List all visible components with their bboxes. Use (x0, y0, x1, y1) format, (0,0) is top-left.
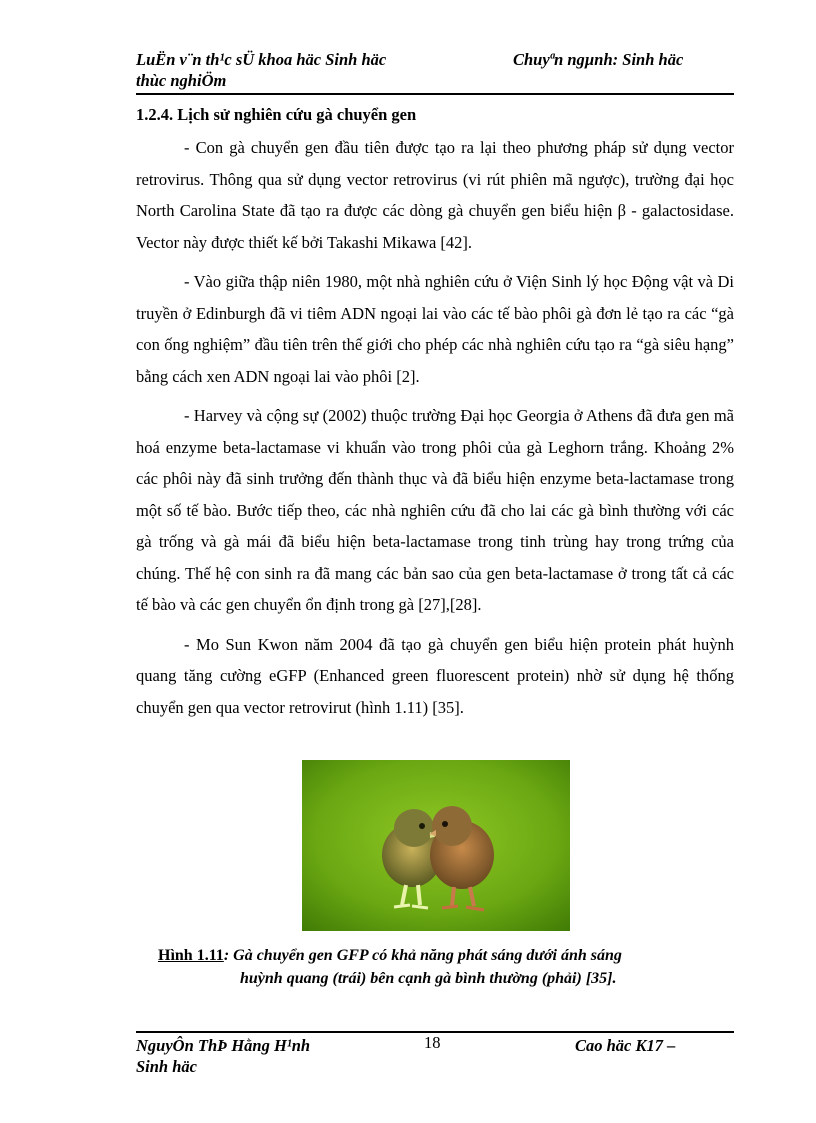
header-divider (136, 93, 734, 95)
running-footer-right: Cao häc K17 – (575, 1036, 676, 1055)
paragraph-kwon: - Mo Sun Kwon năm 2004 đã tạo gà chuyển gen biểu hiện protein phát huỳnh quang tăng cường eGFP (Enhanced green fluorescent protein) nhờ sử dụng hệ thống chuyển gen qua vector retrovirut (hình 1.11) [35]. (136, 634, 734, 717)
header-left-line1: LuËn v¨n th¹c sÜ khoa häc Sinh häc (136, 50, 387, 69)
figure-label: Hình 1.11 (158, 947, 224, 964)
figure-caption (136, 944, 734, 990)
footer-left-line1: NguyÔn ThÞ Hằng H¹nh (136, 1036, 311, 1055)
footer-left-line2: Sinh häc (136, 1057, 197, 1076)
paragraph-retrovirus: - Con gà chuyển gen đầu tiên được tạo ra lại theo phương pháp sử dụng vector retrovirus. Thông qua sử dụng vector retrovirus (vi rút phiên mã ngược), trường đại học North Carolina State đã tạo ra được các dòng gà chuyển gen biểu hiện β - galactosidase. Vector này được thiết kế bởi Takashi Mikawa [42]. (136, 138, 734, 252)
figure-gfp-chicks-photo (302, 760, 570, 931)
paragraph-harvey: - Harvey và cộng sự (2002) thuộc trường Đại học Georgia ở Athens đã đưa gen mã hoá enzyme beta-lactamase vi khuẩn vào trong phôi của gà Leghorn trắng. Khoảng 2% các phôi này đã sinh trưởng đến thành thục và đã biểu hiện enzyme beta-lactamase trong một số tế bào. Bước tiếp theo, các nhà nghiên cứu đã cho lai các gà bình thường với các gà trống và gà mái đã biểu hiện beta-lactamase trong tinh trùng hay trong trứng của chúng. Thế hệ con sinh ra đã mang các bản sao của gen beta-lactamase ở trong tất cả các tế bào và các gen chuyển ổn định trong gà [27],[28]. (136, 406, 734, 614)
running-header-left (136, 49, 466, 91)
body-text (136, 132, 734, 731)
chicks-illustration (302, 760, 570, 931)
header-left-line2: thùc nghiÖm (136, 71, 227, 90)
page-number: 18 (424, 1033, 441, 1052)
running-footer-left (136, 1035, 356, 1077)
caption-line2: huỳnh quang (trái) bên cạnh gà bình thường (phải) [35]. (240, 970, 617, 987)
caption-line1: : Gà chuyển gen GFP có khả năng phát sáng dưới ánh sáng (223, 947, 622, 964)
section-heading: 1.2.4. Lịch sử nghiên cứu gà chuyển gen (136, 105, 417, 124)
paragraph-edinburgh: - Vào giữa thập niên 1980, một nhà nghiên cứu ở Viện Sinh lý học Động vật và Di truyền ở Edinburgh đã vi tiêm ADN ngoại lai vào các tế bào phôi gà đơn lẻ tạo ra các “gà con ống nghiệm” đầu tiên trên thế giới cho phép các nhà nghiên cứu tạo ra “gà siêu hạng” bằng cách xen ADN ngoại lai vào phôi [2]. (136, 272, 734, 386)
running-header-right: Chuyªn ngµnh: Sinh häc (513, 50, 684, 69)
